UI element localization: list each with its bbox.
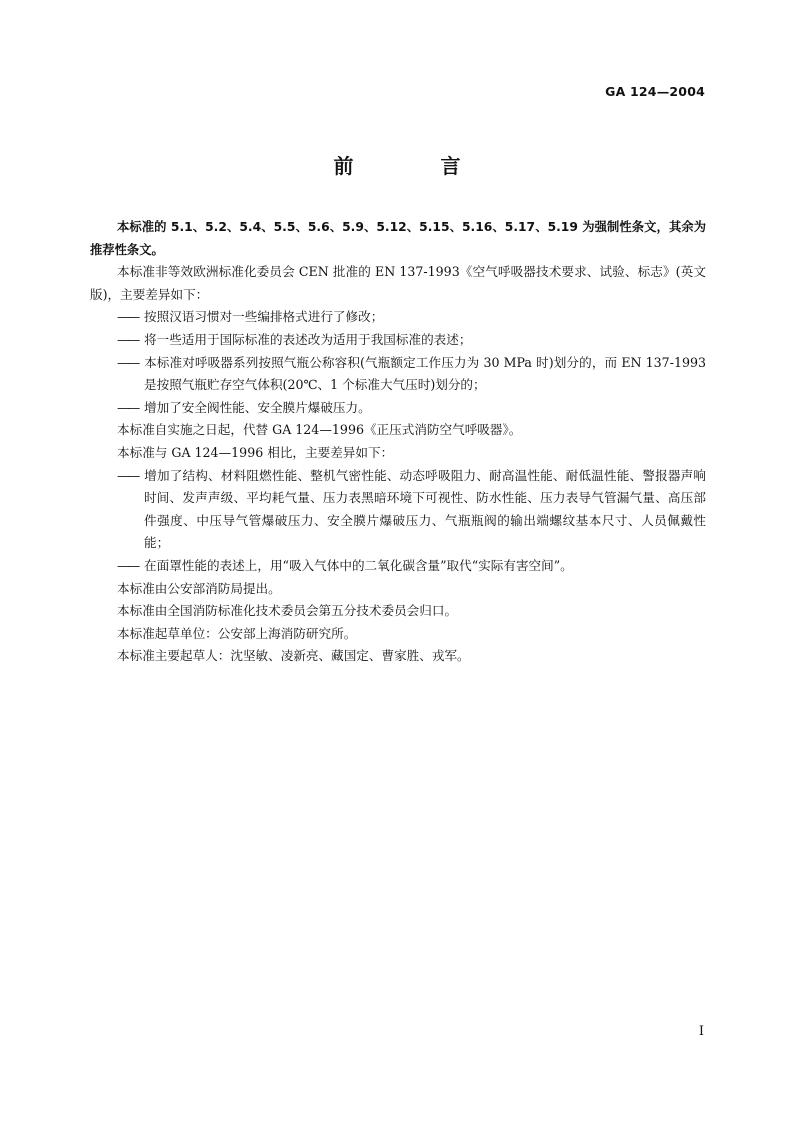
list-item (117, 329, 706, 352)
list-item (117, 555, 706, 578)
adoption-paragraph: 本标准非等效欧洲标准化委员会 CEN 批准的 EN 137-1993《空气呼吸器技术要求、试验、标志》(英文版)，主要差异如下： (90, 264, 706, 302)
list-item-text: 增加了结构、材料阻燃性能、整机气密性能、动态呼吸阻力、耐高温性能、耐低温性能、警报器声响时间、发声声级、平均耗气量、压力表黑暗环境下可视性、防水性能、压力表导气管漏气量、高压部件强度、中压导气管爆破压力、安全膜片爆破压力、气瓶瓶阀的输出端螺纹基本尺寸、人员佩戴性能； (144, 467, 706, 551)
drafting-unit-paragraph: 本标准起草单位：公安部上海消防研究所。 (117, 625, 357, 641)
list-item (117, 306, 706, 329)
proposer-paragraph: 本标准由公安部消防局提出。 (117, 580, 281, 596)
list-item (117, 397, 706, 420)
foreword-body (90, 216, 706, 668)
page-title: 前 言 (333, 154, 501, 178)
mandatory-clause-paragraph: 本标准的 5.1、5.2、5.4、5.5、5.6、5.9、5.12、5.15、5.16、5.17、5.19 为强制性条文，其余为推荐性条文。 (90, 220, 706, 257)
dash-marker: —— (117, 309, 139, 325)
list-item (117, 465, 706, 555)
list-item-text: 将一些适用于国际标准的表述改为适用于我国标准的表述； (144, 331, 472, 347)
dash-marker: —— (117, 467, 139, 483)
dash-marker: —— (117, 399, 139, 415)
dash-marker: —— (117, 557, 139, 573)
differences-paragraph: 本标准与 GA 124—1996 相比，主要差异如下： (117, 444, 394, 460)
dash-marker: —— (117, 354, 139, 370)
committee-paragraph: 本标准由全国消防标准化技术委员会第五分技术委员会归口。 (117, 603, 458, 619)
dash-marker: —— (117, 331, 139, 347)
page-number: I (698, 1024, 704, 1039)
list-item-text: 本标准对呼吸器系列按照气瓶公称容积(气瓶额定工作压力为 30 MPa 时)划分的，而 EN 137-1993 是按照气瓶贮存空气体积(20℃、1 个标准大气压时)划分的； (144, 354, 706, 393)
list-item-text: 在面罩性能的表述上，用“吸入气体中的二氧化碳含量”取代“实际有害空间”。 (144, 557, 573, 573)
standard-code: GA 124—2004 (605, 84, 705, 99)
list-item (117, 352, 706, 397)
list-item-text: 按照汉语习惯对一些编排格式进行了修改； (144, 309, 384, 325)
list-item-text: 增加了安全阀性能、安全膜片爆破压力。 (144, 399, 371, 415)
replacement-paragraph: 本标准自实施之日起，代替 GA 124—1996《正压式消防空气呼吸器》。 (117, 422, 522, 438)
drafters-paragraph: 本标准主要起草人：沈坚敏、凌新亮、藏国定、曹家胜、戎军。 (117, 648, 470, 664)
